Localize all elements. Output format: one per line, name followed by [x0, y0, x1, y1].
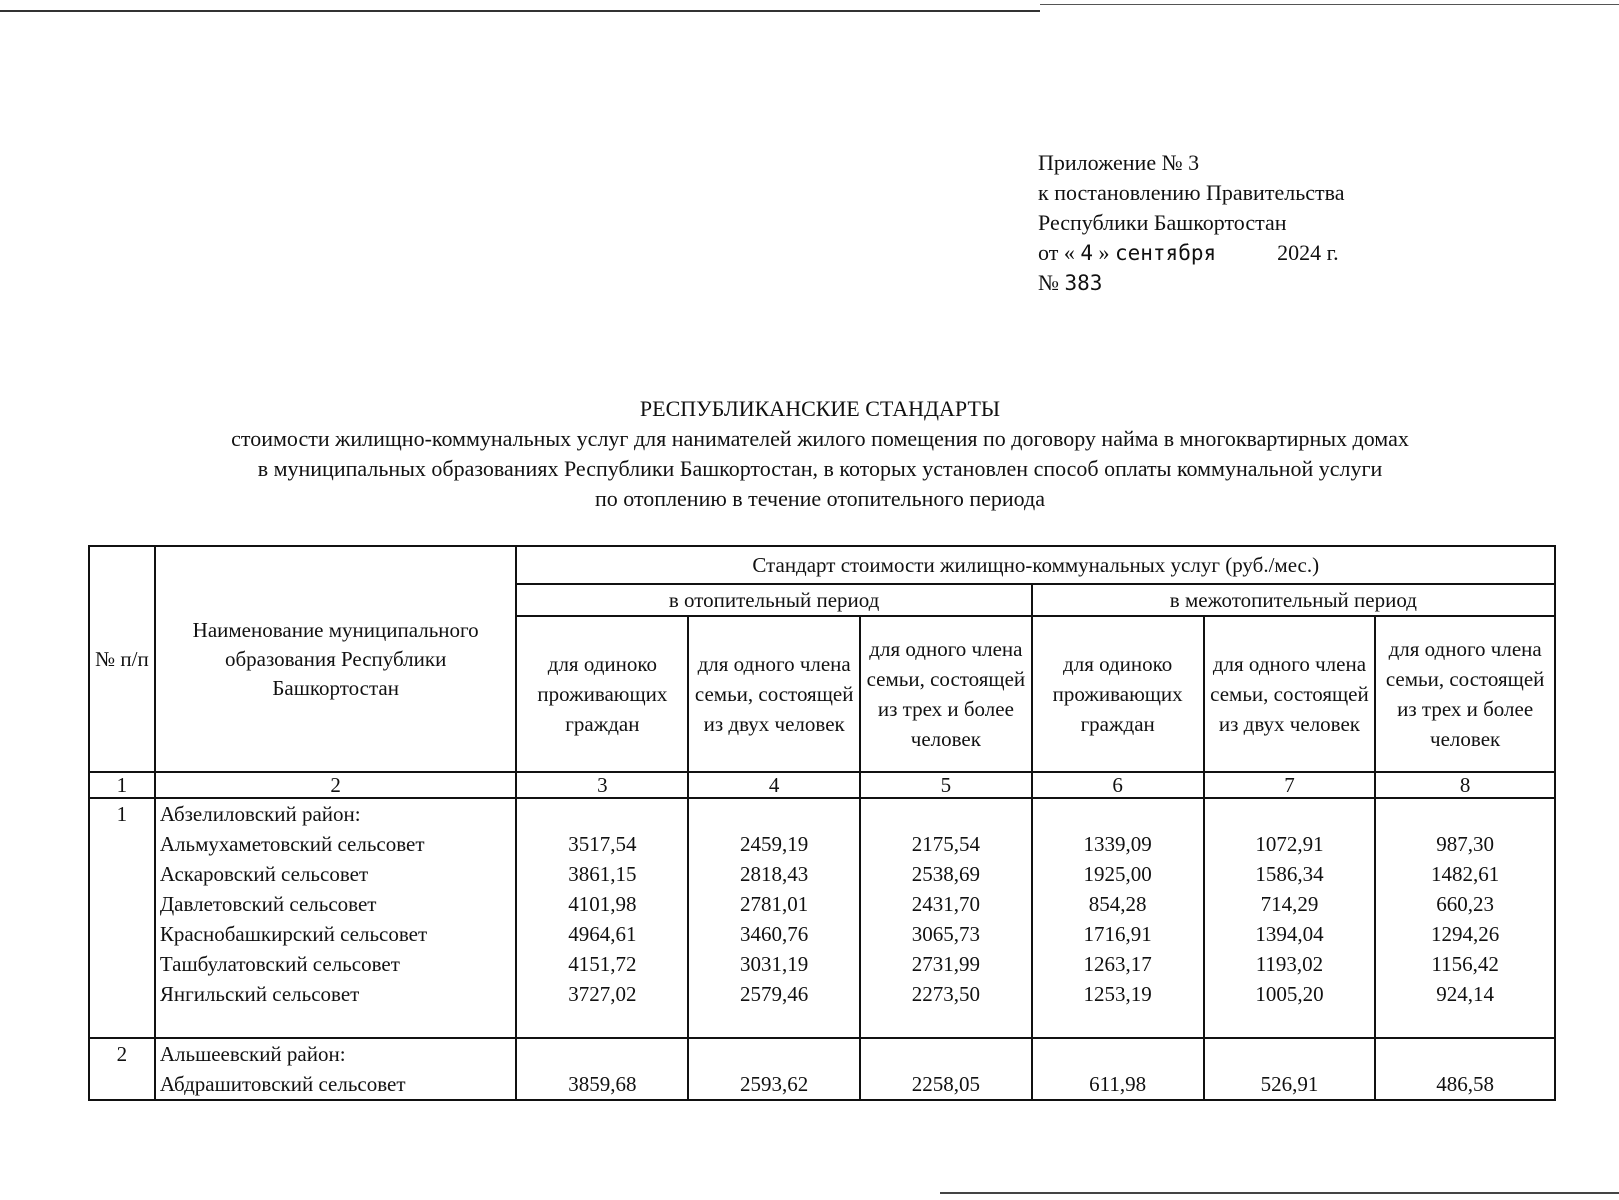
settlement-name: Альмухаметовский сельсовет: [159, 832, 425, 856]
title-heading: РЕСПУБЛИКАНСКИЕ СТАНДАРТЫ: [639, 396, 1001, 421]
municipality-names: [155, 1038, 517, 1100]
value-column-6: [1032, 1038, 1204, 1100]
title-line-3: по отоплению в течение отопительного периода: [594, 486, 1046, 511]
header-two-heating: для одного члена семьи, состоящей из двух человек: [688, 616, 860, 772]
value-column-7: [1204, 1038, 1376, 1100]
value-column-4: [688, 798, 860, 1038]
value-cell: 2781,01: [740, 892, 809, 916]
value-cell: 526,91: [1260, 1072, 1319, 1096]
table-row: [89, 1038, 1555, 1100]
column-number-3: 3: [516, 772, 688, 798]
value-cell: 3859,68: [568, 1072, 637, 1096]
value-cell: 854,28: [1088, 892, 1147, 916]
municipality-names: [155, 798, 517, 1038]
header-two-non-heating: для одного члена семьи, состоящей из двух человек: [1204, 616, 1376, 772]
title-line-1: стоимости жилищно-коммунальных услуг для нанимателей жилого помещения по договору найма в многоквартирных домах: [231, 426, 1409, 451]
appendix-number-line: [1038, 268, 1344, 298]
column-number-2: 2: [155, 772, 517, 798]
value-column-3: [516, 798, 688, 1038]
header-three-non-heating: для одного члена семьи, состоящей из трех и более человек: [1375, 616, 1555, 772]
scan-edge-top: [0, 10, 1040, 12]
row-number: 1: [89, 798, 155, 1038]
value-cell: 2175,54: [911, 832, 980, 856]
title-line-2: в муниципальных образованиях Республики Башкортостан, в которых установлен способ оплаты коммунальной услуги: [257, 456, 1383, 481]
value-column-8: [1375, 1038, 1555, 1100]
scan-edge-bottom: [940, 1192, 1619, 1194]
value-cell: 3065,73: [911, 922, 980, 946]
appendix-block: [1038, 148, 1344, 298]
value-cell: 1339,09: [1083, 832, 1152, 856]
value-cell: 2579,46: [740, 982, 809, 1006]
value-cell: 2273,50: [911, 982, 980, 1006]
value-cell: 3031,19: [740, 952, 809, 976]
value-cell: 1294,26: [1431, 922, 1500, 946]
header-no: № п/п: [89, 546, 155, 772]
appendix-line-2: к постановлению Правительства: [1038, 180, 1345, 205]
document-title: [90, 394, 1550, 514]
row-number: 2: [89, 1038, 155, 1100]
settlement-name: Янгильский сельсовет: [159, 982, 360, 1006]
district-name: Альшеевский район:: [159, 1042, 346, 1066]
value-cell: 987,30: [1436, 832, 1495, 856]
value-column-7: [1204, 798, 1376, 1038]
number-prefix: №: [1038, 270, 1059, 295]
value-cell: 1253,19: [1083, 982, 1152, 1006]
column-number-6: 6: [1032, 772, 1204, 798]
settlement-name: Аскаровский сельсовет: [159, 862, 369, 886]
value-cell: 4964,61: [568, 922, 637, 946]
date-prefix: от «: [1038, 240, 1075, 265]
appendix-date-line: [1038, 238, 1344, 268]
value-cell: 1925,00: [1083, 862, 1152, 886]
value-cell: 3727,02: [568, 982, 637, 1006]
value-cell: 2593,62: [740, 1072, 809, 1096]
value-cell: 660,23: [1436, 892, 1495, 916]
appendix-line-3: Республики Башкортостан: [1038, 210, 1287, 235]
document-number: 383: [1064, 271, 1103, 295]
header-single-non-heating: для одиноко проживающих граждан: [1032, 616, 1204, 772]
value-cell: 1263,17: [1083, 952, 1152, 976]
header-heating-period: в отопительный период: [516, 584, 1031, 616]
date-mid: »: [1098, 240, 1110, 265]
column-number-8: 8: [1375, 772, 1555, 798]
standards-table: [88, 545, 1556, 1101]
date-day: 4: [1080, 241, 1093, 265]
column-number-row: [89, 772, 1555, 798]
date-year: 2024 г.: [1277, 240, 1339, 265]
header-single-heating: для одиноко проживающих граждан: [516, 616, 688, 772]
value-cell: 1193,02: [1255, 952, 1324, 976]
value-cell: 3861,15: [568, 862, 637, 886]
value-cell: 4151,72: [568, 952, 637, 976]
value-cell: 2258,05: [911, 1072, 980, 1096]
settlement-name: Краснобашкирский сельсовет: [159, 922, 428, 946]
value-cell: 1394,04: [1255, 922, 1324, 946]
value-cell: 2818,43: [740, 862, 809, 886]
settlement-name: Ташбулатовский сельсовет: [159, 952, 400, 976]
appendix-line-1: Приложение № 3: [1038, 150, 1200, 175]
header-name: Наименование муниципального образования Республики Башкортостан: [155, 546, 517, 772]
value-cell: 4101,98: [568, 892, 637, 916]
value-cell: 3460,76: [740, 922, 809, 946]
value-cell: 1156,42: [1431, 952, 1499, 976]
value-cell: 611,98: [1089, 1072, 1147, 1096]
value-column-6: [1032, 798, 1204, 1038]
value-column-5: [860, 1038, 1032, 1100]
column-number-5: 5: [860, 772, 1032, 798]
value-cell: 924,14: [1436, 982, 1495, 1006]
column-number-1: 1: [89, 772, 155, 798]
value-cell: 714,29: [1260, 892, 1319, 916]
value-cell: 1586,34: [1255, 862, 1324, 886]
value-cell: 2731,99: [911, 952, 980, 976]
settlement-name: Давлетовский сельсовет: [159, 892, 377, 916]
value-column-8: [1375, 798, 1555, 1038]
value-column-3: [516, 1038, 688, 1100]
value-cell: 486,58: [1436, 1072, 1495, 1096]
settlement-name: Абдрашитовский сельсовет: [159, 1072, 406, 1096]
value-cell: 3517,54: [568, 832, 637, 856]
date-month: сентября: [1114, 241, 1217, 265]
table-row: [89, 798, 1555, 1038]
value-column-5: [860, 798, 1032, 1038]
value-cell: 2431,70: [911, 892, 980, 916]
value-cell: 1005,20: [1255, 982, 1324, 1006]
value-cell: 1716,91: [1083, 922, 1152, 946]
header-non-heating-period: в межотопительный период: [1032, 584, 1555, 616]
value-column-4: [688, 1038, 860, 1100]
district-name: Абзелиловский район:: [159, 802, 361, 826]
column-number-7: 7: [1204, 772, 1376, 798]
value-cell: 2459,19: [740, 832, 809, 856]
value-cell: 2538,69: [911, 862, 980, 886]
table-body: [89, 798, 1555, 1100]
header-standard: Стандарт стоимости жилищно-коммунальных услуг (руб./мес.): [516, 546, 1555, 584]
value-cell: 1072,91: [1255, 832, 1324, 856]
header-three-heating: для одного члена семьи, состоящей из трех и более человек: [860, 616, 1032, 772]
value-cell: 1482,61: [1431, 862, 1500, 886]
column-number-4: 4: [688, 772, 860, 798]
scan-edge-top-right: [1040, 4, 1619, 5]
